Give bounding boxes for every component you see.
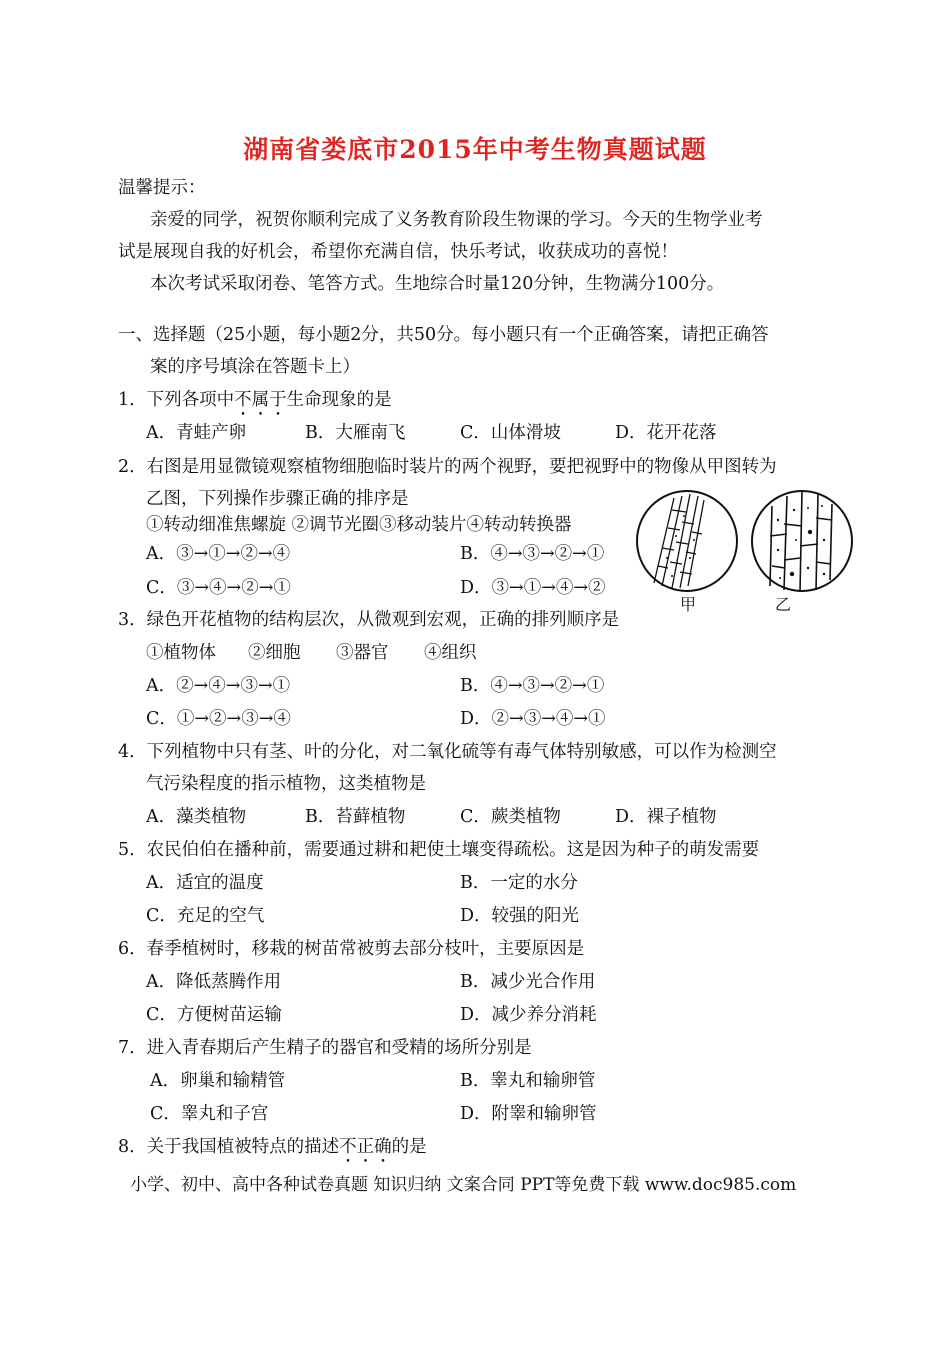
q1-option-a: A．青蛙产卵: [146, 423, 247, 443]
q3-stem: 3．绿色开花植物的结构层次，从微观到宏观，正确的排列顺序是: [118, 610, 620, 630]
q4-stem-line1: 4．下列植物中只有茎、叶的分化，对二氧化硫等有毒气体特别敏感，可以作为检测空: [118, 742, 777, 762]
q3-item-1: ①植物体: [146, 643, 216, 663]
q2-option-b: B．④→③→②→①: [460, 544, 605, 564]
q7-option-d: D．附睾和输卵管: [460, 1104, 597, 1124]
q3-option-b: B．④→③→②→①: [460, 676, 605, 696]
q5-option-b: B．一定的水分: [460, 873, 578, 893]
q1-stem-pre: 1．下列各项中: [118, 390, 235, 410]
q2-option-d: D．③→①→④→②: [460, 578, 606, 598]
q2-stem-line2: 乙图，下列操作步骤正确的排序是: [146, 489, 409, 509]
q2-option-a: A．③→①→②→④: [146, 544, 291, 564]
page-footer: 小学、初中、高中各种试卷真题 知识归纳 文案合同 PPT等免费下载 www.doc985.com: [130, 1175, 797, 1195]
q2-steps: ①转动细准焦螺旋 ②调节光圈③移动装片④转动转换器: [146, 515, 572, 535]
page-title: 湖南省娄底市2015年中考生物真题试题: [243, 135, 707, 164]
q1-option-d: D．花开花落: [615, 423, 717, 443]
q1-stem-post: 生命现象的是: [286, 390, 392, 410]
q2-option-c: C．③→④→②→①: [146, 578, 291, 598]
q5-stem: 5．农民伯伯在播种前，需要通过耕和耙使土壤变得疏松。这是因为种子的萌发需要: [118, 840, 760, 860]
q6-option-d: D．减少养分消耗: [460, 1005, 597, 1025]
q2-stem-line1: 2．右图是用显微镜观察植物细胞临时装片的两个视野，要把视野中的物像从甲图转为: [118, 457, 777, 477]
q6-option-b: B．减少光合作用: [460, 972, 596, 992]
section1-line2: 案的序号填涂在答题卡上）: [150, 357, 360, 377]
q7-option-b: B．睾丸和输卵管: [460, 1071, 596, 1091]
q6-option-c: C．方便树苗运输: [146, 1005, 282, 1025]
q6-option-a: A．降低蒸腾作用: [146, 972, 282, 992]
q5-option-c: C．充足的空气: [146, 906, 265, 926]
q3-option-c: C．①→②→③→④: [146, 709, 291, 729]
view-yi: [752, 491, 852, 592]
q1-option-c: C．山体滑坡: [460, 423, 561, 443]
q5-option-a: A．适宜的温度: [146, 873, 264, 893]
q3-item-2: ②细胞: [248, 643, 301, 663]
q1-stem: [118, 388, 392, 420]
view-jia: [637, 491, 737, 591]
q3-item-3: ③器官: [336, 643, 389, 663]
q1-stem-emph: 不属于: [234, 390, 287, 410]
section1-line1: 一、选择题（25小题，每小题2分，共50分。每小题只有一个正确答案，请把正确答: [118, 325, 769, 345]
figure-label-yi: 乙: [775, 595, 792, 614]
tip-para2: 本次考试采取闭卷、笔答方式。生地综合时量120分钟，生物满分100分。: [150, 274, 725, 294]
q7-stem: 7．进入青春期后产生精子的器官和受精的场所分别是: [118, 1038, 532, 1058]
q8-stem-pre: 8．关于我国植被特点的描述: [118, 1137, 340, 1157]
q4-stem-line2: 气污染程度的指示植物，这类植物是: [146, 774, 426, 794]
q6-stem: 6．春季植树时，移栽的树苗常被剪去部分枝叶，主要原因是: [118, 939, 585, 959]
q4-option-d: D．裸子植物: [615, 807, 717, 827]
q8-stem: [118, 1135, 427, 1167]
tip-para1-line2: 试是展现自我的好机会，希望你充满自信，快乐考试，收获成功的喜悦！: [118, 242, 678, 262]
microscope-views-figure: [632, 488, 862, 618]
q3-option-d: D．②→③→④→①: [460, 709, 606, 729]
q4-option-c: C．蕨类植物: [460, 807, 561, 827]
q1-option-b: B．大雁南飞: [305, 423, 406, 443]
q4-option-b: B．苔藓植物: [305, 807, 406, 827]
q8-stem-emph: 不正确: [339, 1137, 392, 1157]
q3-option-a: A．②→④→③→①: [146, 676, 291, 696]
q4-option-a: A．藻类植物: [146, 807, 247, 827]
tip-heading: 温馨提示：: [118, 178, 206, 198]
tip-para1-line1: 亲爱的同学，祝贺你顺利完成了义务教育阶段生物课的学习。今天的生物学业考: [150, 210, 763, 230]
q8-stem-post: 的是: [391, 1137, 427, 1157]
figure-label-jia: 甲: [680, 595, 697, 614]
q5-option-d: D．较强的阳光: [460, 906, 580, 926]
q7-option-a: A．卵巢和输精管: [150, 1071, 286, 1091]
q3-item-4: ④组织: [424, 643, 477, 663]
q7-option-c: C．睾丸和子宫: [150, 1104, 269, 1124]
